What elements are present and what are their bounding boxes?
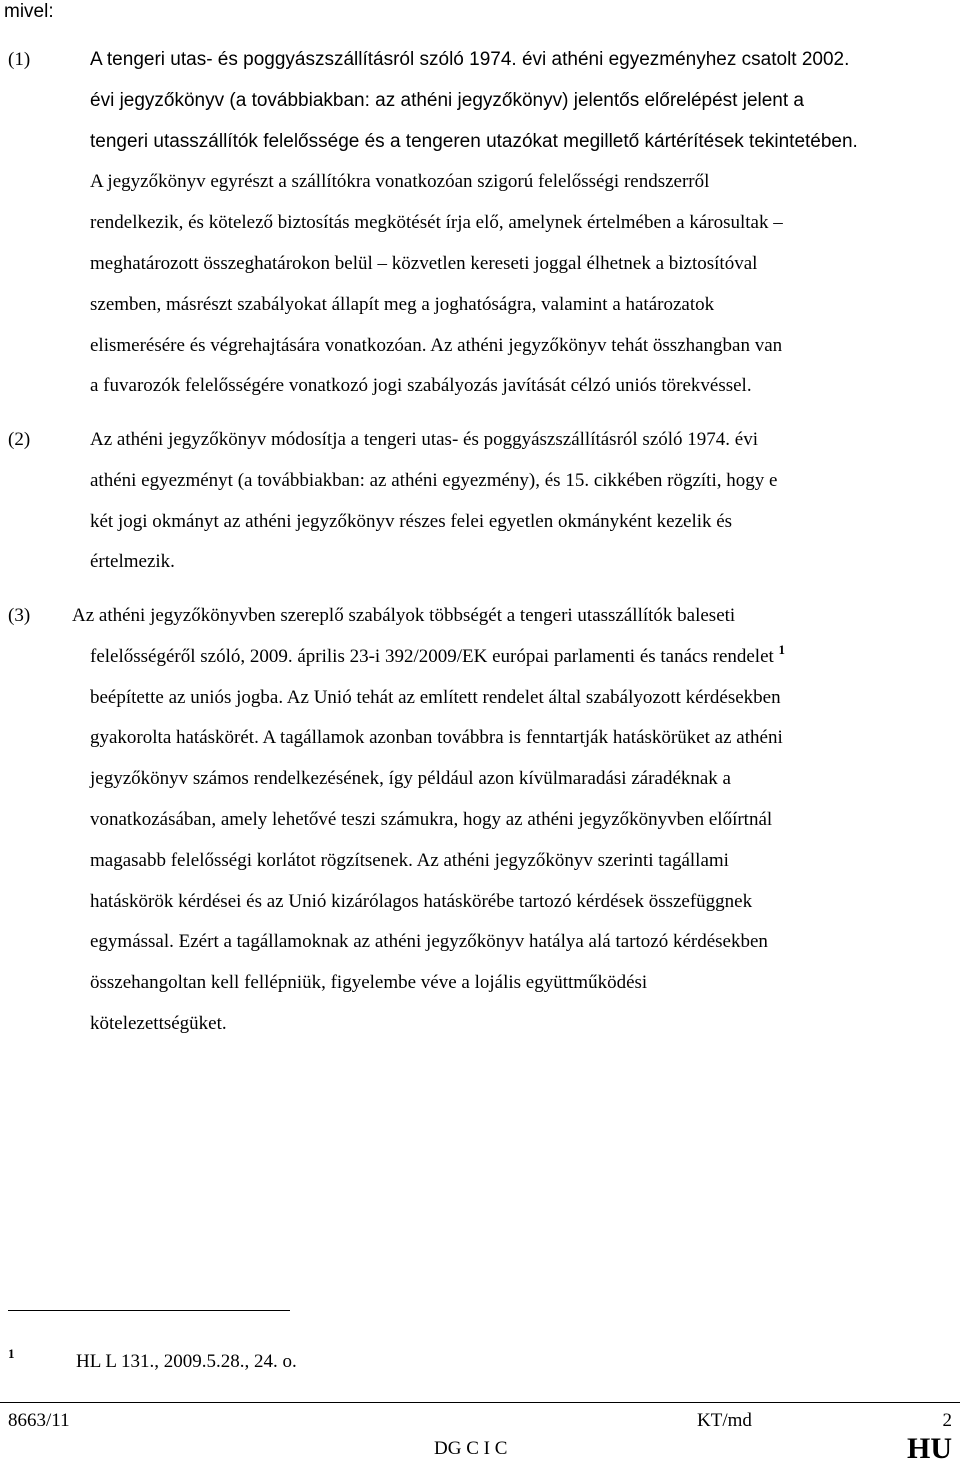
text-line: összehangoltan kell fellépniük, figyelembe véve a lojális együttműködési [90,972,648,994]
text-line: vonatkozásában, amely lehetővé teszi számukra, hogy az athéni jegyzőkönyvben előírtnál [90,808,773,830]
page-number: 2 [942,1410,952,1431]
text-line: A tengeri utas- és poggyászszállításról szóló 1974. évi athéni egyezményhez csatolt 2002. [90,49,850,70]
footer-separator [0,1402,960,1403]
text-line: gyakorolta hatáskörét. A tagállamok azonban továbbra is fenntartják hatáskörüket az athéni [90,727,783,749]
paragraph-body [90,420,952,583]
text-line-content: felelősségéről szóló, 2009. április 23-i 392/2009/EK európai parlamenti és tanács rendelet [90,645,774,667]
footnote-reference[interactable]: 1 [778,641,786,657]
text-line: athéni egyezményt (a továbbiakban: az athéni egyezmény), és 15. cikkében rögzíti, hogy e [90,469,778,491]
paragraph-body [72,596,952,1045]
footnote [8,1346,808,1376]
footnote-separator [8,1310,290,1311]
text-line: elismerésére és végrehajtására vonatkozóan. Az athéni jegyzőkönyv tehát összhangban van [90,334,783,356]
text-line: Az athéni jegyzőkönyv módosítja a tengeri utas- és poggyászszállításról szóló 1974. évi [90,429,758,450]
language-code: HU [907,1432,952,1465]
text-line: meghatározott összeghatárokon belül – közvetlen kereseti joggal élhetnek a biztosítóval [90,252,758,274]
page-footer [0,1410,960,1470]
footnote-mark: 1 [8,1346,15,1361]
text-line: beépítette az uniós jogba. Az Unió tehát az említett rendelet által szabályozott kérdésekben [90,686,781,708]
text-line: szemben, másrészt szabályokat állapít meg a joghatóságra, valamint a határozatok [90,293,715,315]
author-code: KT/md [697,1410,752,1431]
paragraph-number: (2) [8,429,31,450]
text-line: hatáskörök kérdései és az Unió kizárólagos hatáskörébe tartozó kérdések összefüggnek [90,890,753,912]
paragraph-number: (3) [8,605,31,626]
text-line: két jogi okmányt az athéni jegyzőkönyv részes felei egyetlen okmányként kezelik és [90,510,733,532]
text-line: a fuvarozók felelősségére vonatkozó jogi szabályozás javítását célzó uniós törekvéssel. [90,375,752,397]
footnote-text: HL L 131., 2009.5.28., 24. o. [76,1351,297,1372]
department-code: DG C I C [434,1438,508,1459]
text-line: magasabb felelősségi korlátot rögzítsenek. Az athéni jegyzőkönyv szerinti tagállami [90,849,729,871]
paragraph-number: (1) [8,49,31,70]
paragraph-body [90,40,952,407]
document-reference: 8663/11 [8,1410,70,1431]
text-line: tengeri utasszállítók felelőssége és a tengeren utazókat megillető kártérítések tekintetében. [90,130,858,152]
text-line: rendelkezik, és kötelező biztosítás megkötését írja elő, amelynek értelmében a károsultak – [90,212,783,234]
text-line: kötelezettségüket. [90,1012,227,1034]
text-line: értelmezik. [90,551,175,573]
intro-text: mivel: [4,1,54,22]
text-line: egymással. Ezért a tagállamoknak az athéni jegyzőkönyv hatálya alá tartozó kérdésekben [90,931,768,953]
text-line [90,637,952,678]
text-line: A jegyzőkönyv egyrészt a szállítókra vonatkozóan szigorú felelősségi rendszerről [90,171,710,193]
text-line: Az athéni jegyzőkönyvben szereplő szabályok többségét a tengeri utasszállítók baleseti [72,605,736,626]
text-line: jegyzőkönyv számos rendelkezésének, így például azon kívülmaradási záradéknak a [90,768,731,790]
text-line: évi jegyzőkönyv (a továbbiakban: az athéni jegyzőkönyv) jelentős előrelépést jelent a [90,89,804,111]
